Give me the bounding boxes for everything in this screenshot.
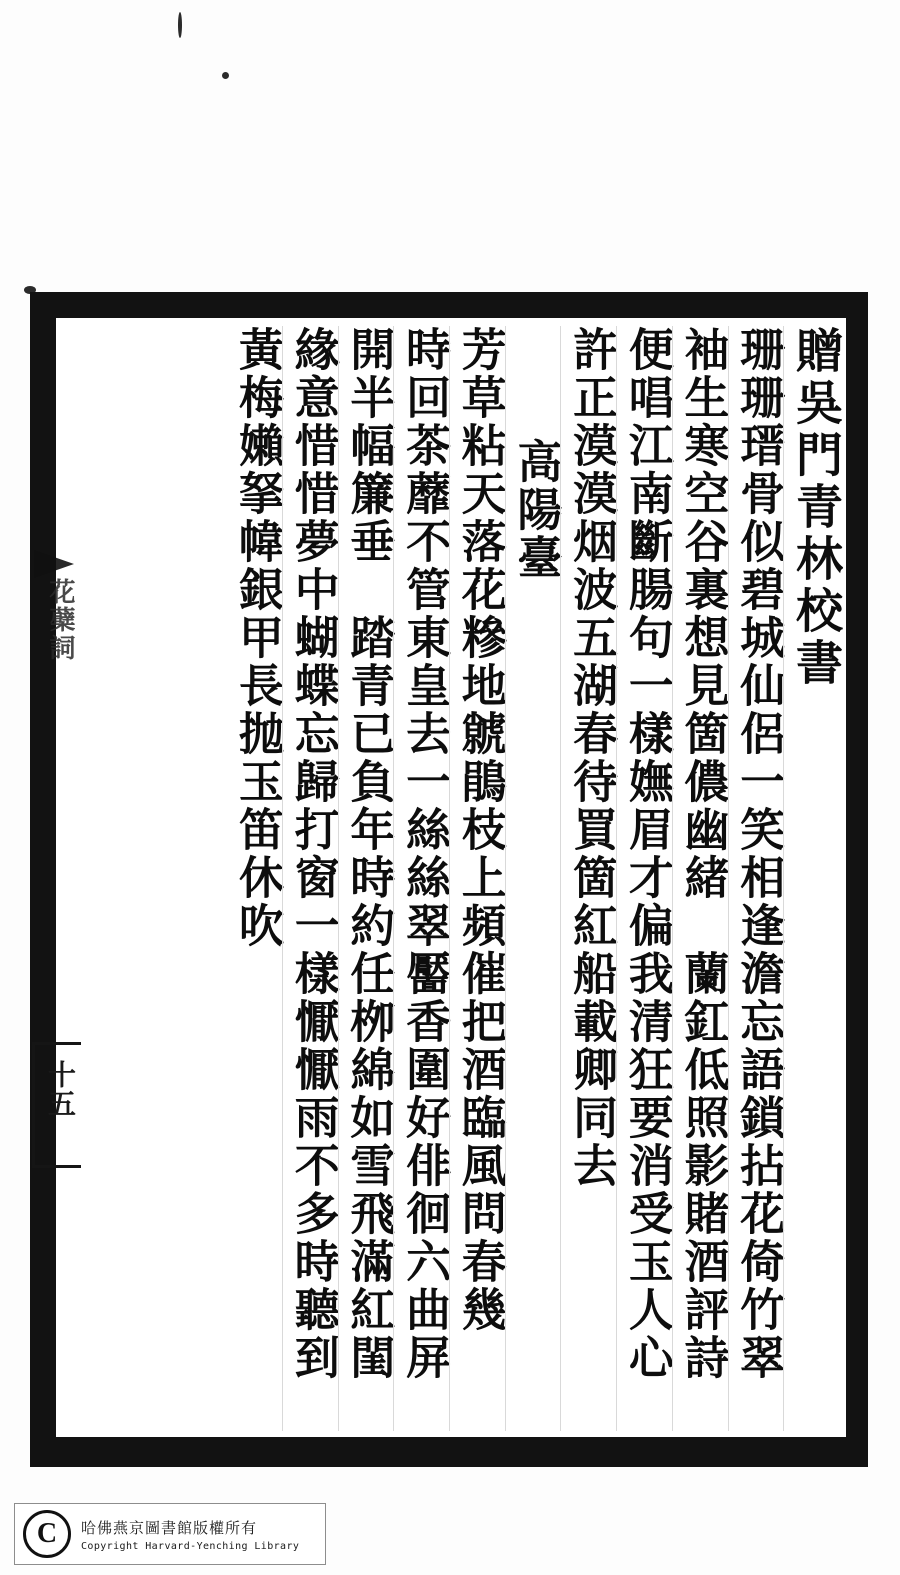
column-line-9: 開半幅簾垂 踏青已負年時約任栁綿如雪飛滿紅閨 bbox=[342, 326, 396, 1382]
column-line-3: 袖生寒空谷裏想見箇儂幽緒 蘭釭低照影賭酒評詩 bbox=[676, 326, 730, 1382]
column-rule bbox=[505, 326, 506, 1431]
column-line-11: 黃梅嬾拏幃銀甲長抛玉笛休吹 bbox=[231, 326, 284, 950]
column-rule bbox=[783, 326, 784, 1431]
column-line-10: 緣意惜惜夢中蝴蝶忘歸打窗一樣懨懨雨不多時聽到 bbox=[286, 326, 340, 1382]
column-line-4: 便唱江南斷腸句一樣嫵眉才偏我清狂要消受玉人心 bbox=[620, 326, 674, 1382]
printed-text-block bbox=[30, 292, 868, 1467]
copyright-chinese-text: 哈佛燕京圖書館版權所有 bbox=[81, 1518, 258, 1537]
vertical-columns bbox=[56, 318, 846, 1437]
block-border-top bbox=[30, 292, 868, 318]
column-rule bbox=[449, 326, 450, 1431]
column-rule bbox=[672, 326, 673, 1431]
scan-speck bbox=[222, 72, 229, 79]
text-field bbox=[56, 318, 846, 1437]
column-rule bbox=[728, 326, 729, 1431]
copyright-text bbox=[81, 1517, 299, 1552]
column-rule bbox=[282, 326, 283, 1431]
page-number: 十五 bbox=[44, 1060, 77, 1118]
column-heading-gaoyangtai: 高陽臺 bbox=[509, 438, 563, 582]
column-title: 贈吳門青林校書 bbox=[788, 326, 843, 690]
column-rule bbox=[616, 326, 617, 1431]
scan-speck bbox=[178, 12, 182, 38]
copyright-symbol-icon: C bbox=[23, 1510, 71, 1558]
column-line-5: 許正漠漠烟波五湖春待買箇紅船載卿同去 bbox=[565, 326, 619, 1190]
column-line-8: 時回茶蘼不管東皇去一絲絲翠靨香圍好俳徊六曲屏 bbox=[398, 326, 452, 1382]
block-border-bottom bbox=[30, 1437, 868, 1467]
block-border-right bbox=[846, 292, 868, 1467]
column-rule bbox=[338, 326, 339, 1431]
banxin-margin bbox=[34, 300, 94, 1200]
banxin-title-label: 花蘗詞 bbox=[45, 578, 75, 662]
column-line-2: 珊珊瑨骨似碧城仙侶一笑相逢澹忘語鎖拈花倚竹翠 bbox=[732, 326, 786, 1382]
copyright-stamp bbox=[14, 1503, 326, 1565]
fishtail-mark-icon bbox=[34, 550, 74, 578]
column-line-7: 芳草粘天落花糝地虩鵑枝上頻催把酒臨風問春幾 bbox=[453, 326, 507, 1334]
copyright-english-text: Copyright Harvard-Yenching Library bbox=[81, 1540, 300, 1552]
column-rule bbox=[560, 326, 561, 1431]
column-rule bbox=[393, 326, 394, 1431]
